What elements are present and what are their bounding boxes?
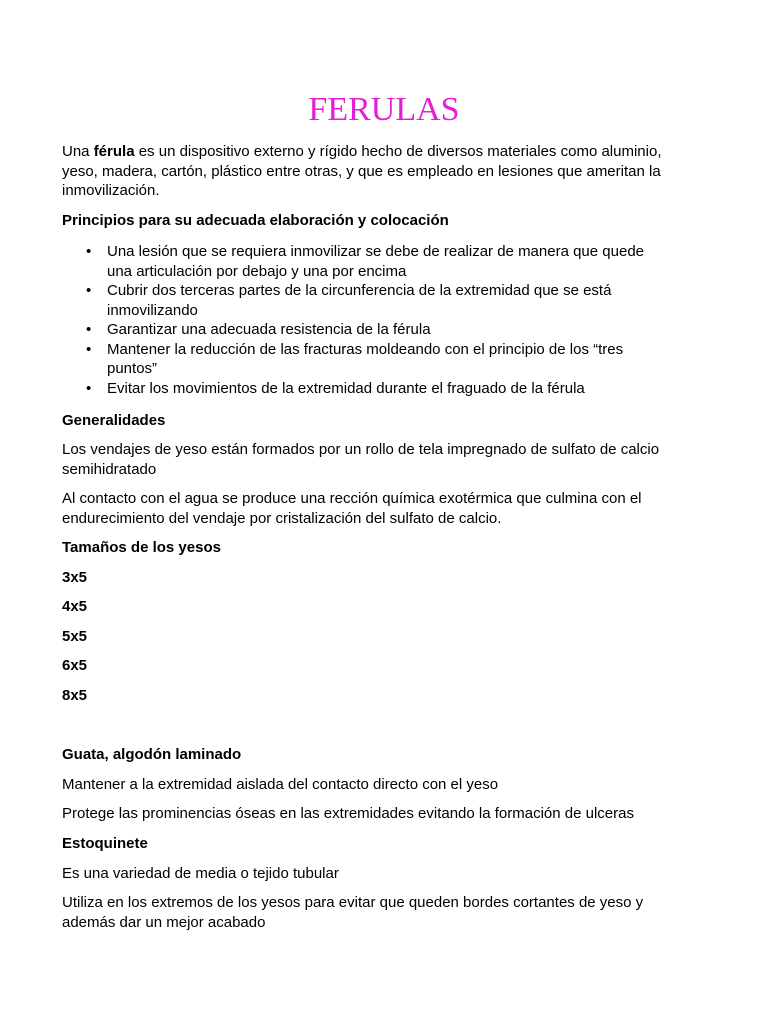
list-item bbox=[62, 320, 662, 340]
estoquinete-paragraph-2: Utiliza en los extremos de los yesos para evitar que queden bordes cortantes de yeso y además dar un mejor acabado bbox=[62, 894, 644, 931]
guata-paragraph-2: Protege las prominencias óseas en las extremidades evitando la formación de ulceras bbox=[62, 805, 634, 822]
size-item: 6x5 bbox=[62, 657, 88, 674]
list-item bbox=[62, 242, 662, 281]
list-item bbox=[62, 379, 662, 399]
guata-heading: Guata, algodón laminado bbox=[62, 746, 242, 763]
size-item: 8x5 bbox=[62, 687, 88, 704]
document-title: FERULAS bbox=[308, 91, 460, 128]
generalidades-heading: Generalidades bbox=[62, 412, 166, 429]
list-item-text: Mantener la reducción de las fracturas moldeando con el principio de los “tres puntos” bbox=[107, 340, 624, 377]
bullet-icon: • bbox=[86, 379, 92, 397]
estoquinete-paragraph-1: Es una variedad de media o tejido tubular bbox=[62, 865, 339, 882]
size-item: 5x5 bbox=[62, 628, 88, 645]
principios-heading: Principios para su adecuada elaboración y colocación bbox=[62, 212, 449, 229]
bullet-icon: • bbox=[86, 321, 92, 338]
intro-text-start: Una bbox=[62, 143, 94, 160]
generalidades-paragraph-2: Al contacto con el agua se produce una rección química exotérmica que culmina con el endurecimiento del vendaje por cristalización del sulfato de calcio. bbox=[62, 490, 642, 527]
intro-bold-word: férula bbox=[93, 143, 135, 160]
list-item bbox=[62, 340, 662, 379]
list-item-text: Cubrir dos terceras partes de la circunferencia de la extremidad que se está inmovilizando bbox=[107, 282, 612, 319]
size-item: 4x5 bbox=[62, 598, 88, 615]
list-item bbox=[62, 281, 662, 320]
estoquinete-heading: Estoquinete bbox=[62, 835, 148, 852]
generalidades-paragraph-1: Los vendajes de yeso están formados por un rollo de tela impregnado de sulfato de calcio semihidratado bbox=[62, 441, 660, 478]
intro-paragraph bbox=[62, 142, 662, 201]
bullet-icon: • bbox=[86, 340, 92, 358]
size-item: 3x5 bbox=[62, 569, 88, 586]
intro-text-rest: es un dispositivo externo y rígido hecho de diversos materiales como aluminio, yeso, madera, cartón, plástico entre otras, y que es empleado en lesiones que ameritan la inmovilización. bbox=[62, 143, 662, 199]
guata-paragraph-1: Mantener a la extremidad aislada del contacto directo con el yeso bbox=[62, 776, 499, 793]
list-item-text: Una lesión que se requiera inmovilizar se debe de realizar de manera que quede una articulación por debajo y una por encima bbox=[107, 243, 644, 280]
bullet-icon: • bbox=[86, 282, 92, 299]
bullet-icon: • bbox=[86, 243, 92, 260]
principios-list bbox=[62, 242, 662, 398]
list-item-text: Evitar los movimientos de la extremidad durante el fraguado de la férula bbox=[107, 379, 585, 397]
list-item-text: Garantizar una adecuada resistencia de la férula bbox=[107, 321, 431, 338]
tamanos-heading: Tamaños de los yesos bbox=[62, 539, 221, 556]
